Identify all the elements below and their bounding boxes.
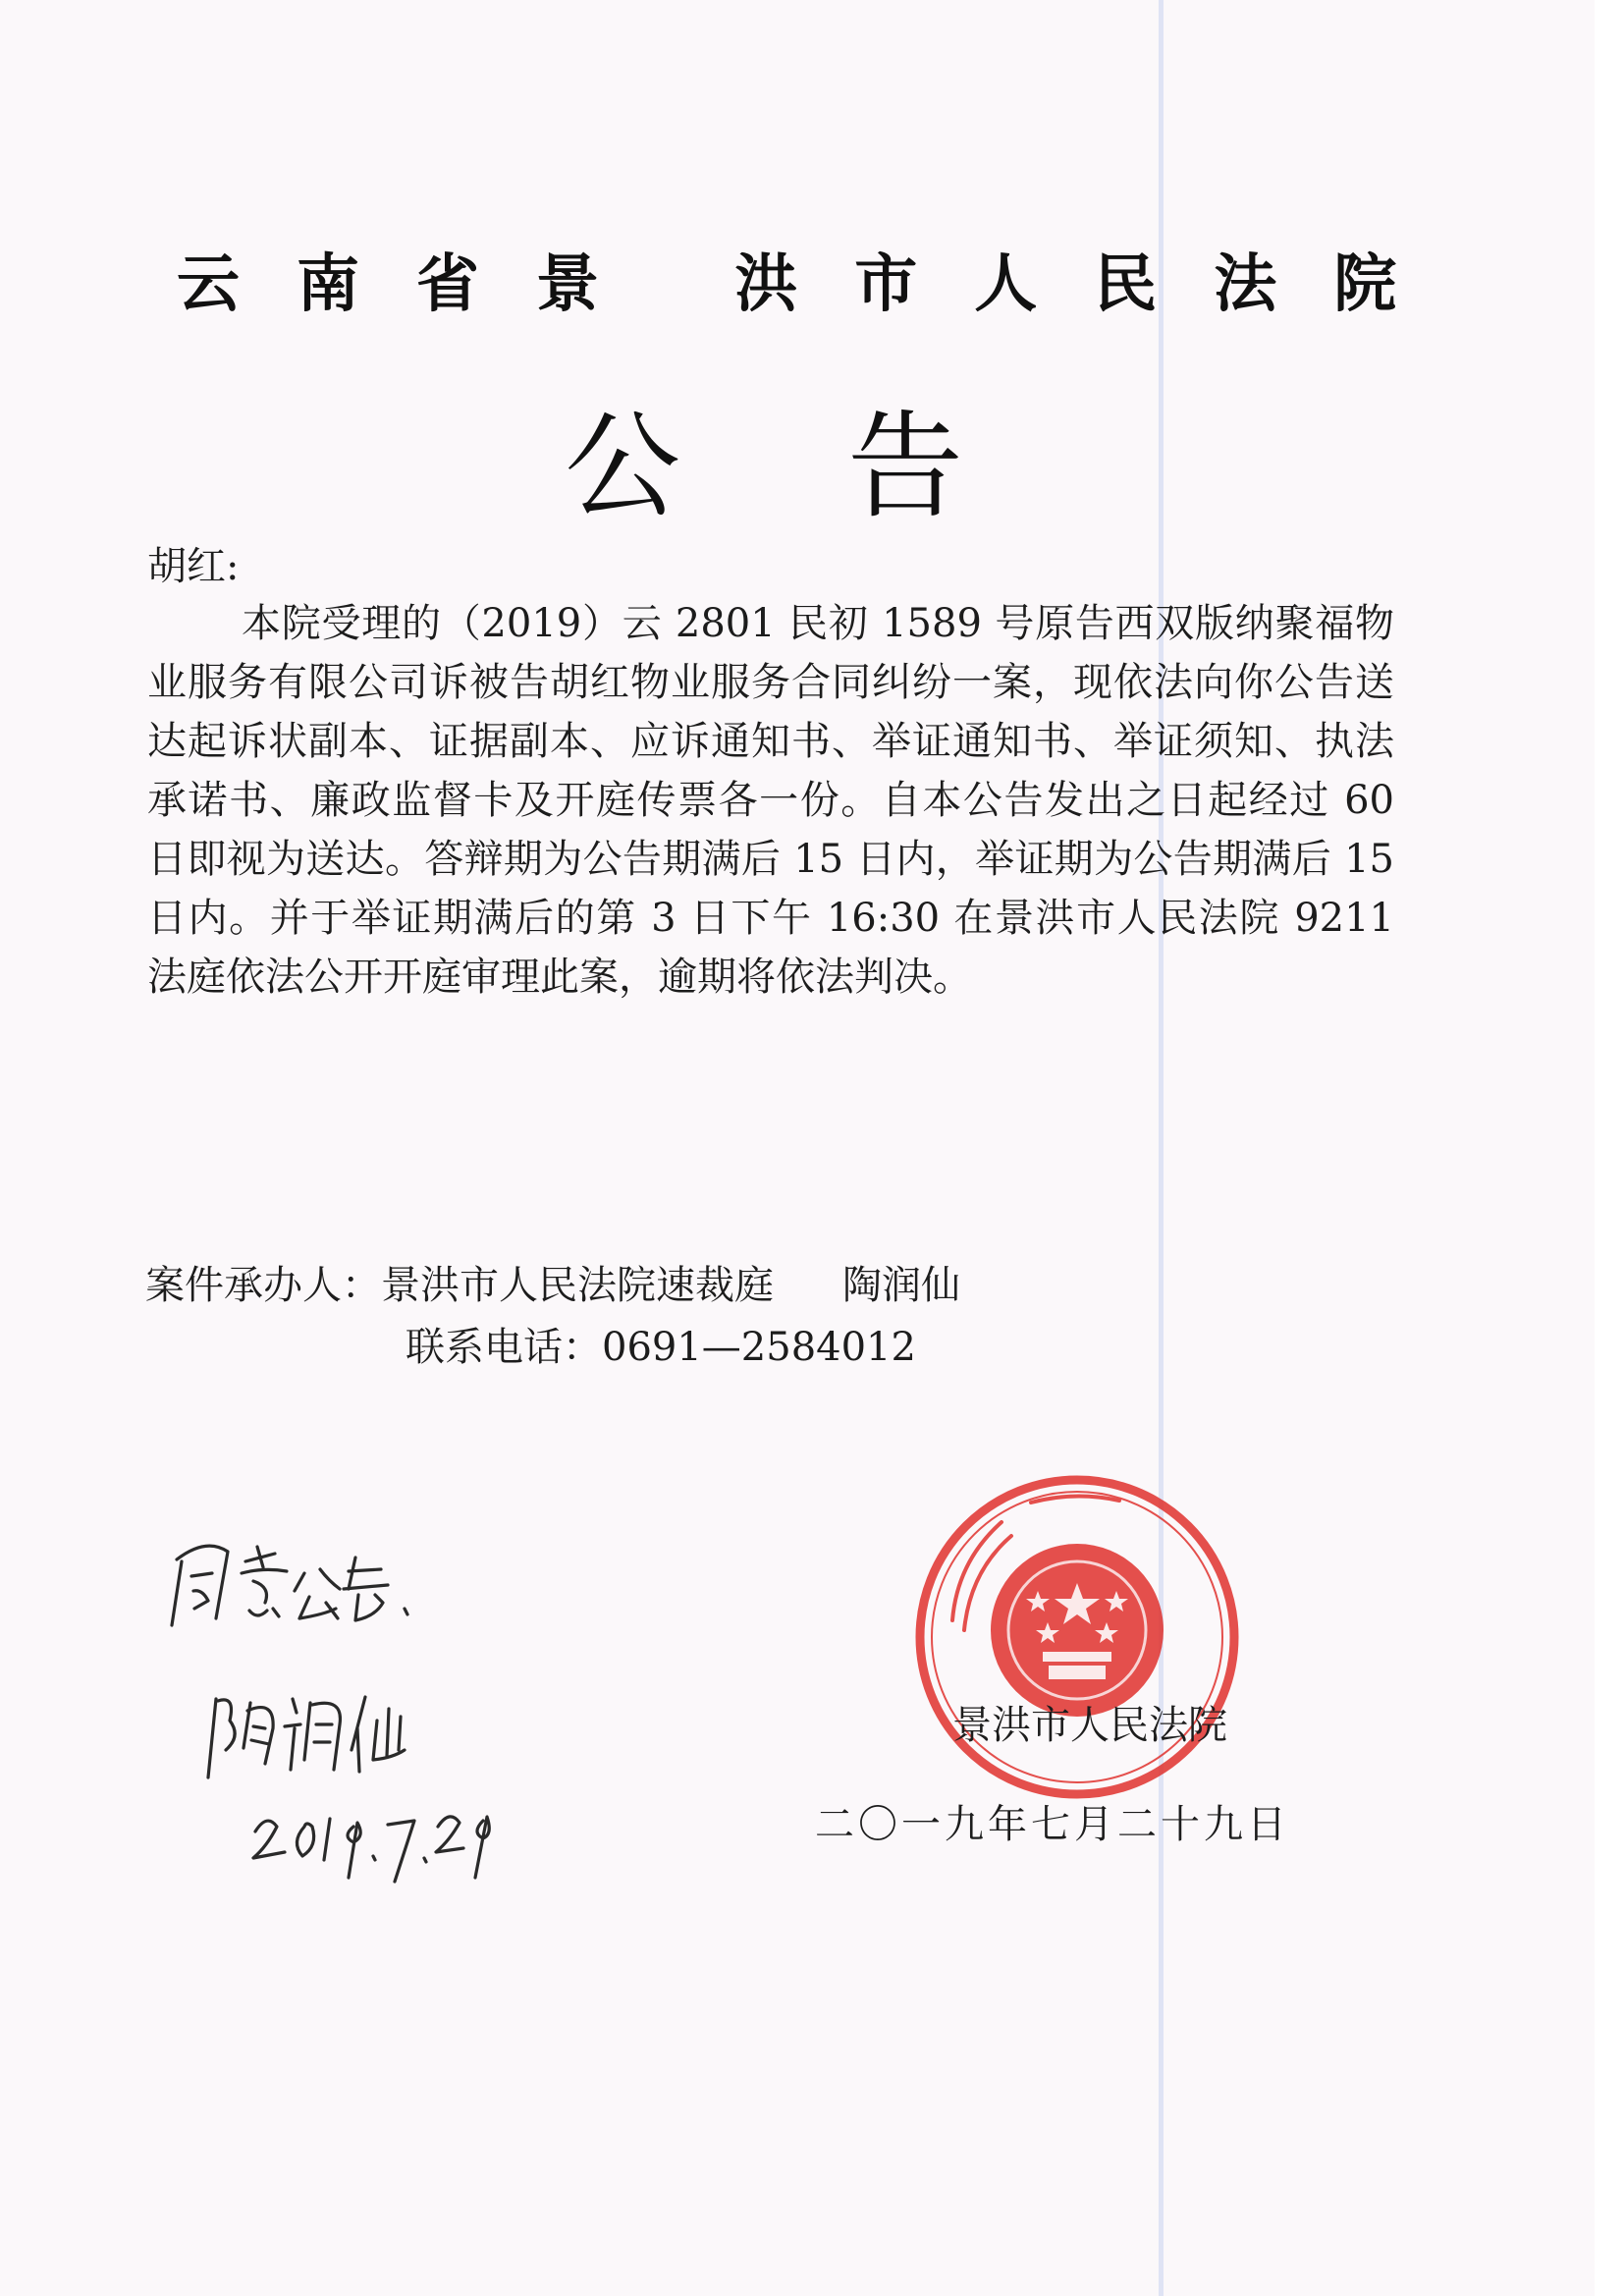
issue-date: 二〇一九年七月二十九日 — [815, 1802, 1290, 1847]
phone-number: 0691—2584012 — [602, 1325, 916, 1370]
scan-artifact-line — [1159, 0, 1164, 2296]
phone-label: 联系电话： — [406, 1325, 602, 1370]
page-edge — [1595, 0, 1624, 2296]
case-handler-line — [145, 1254, 960, 1310]
court-name: 云南省景 洪市人民法院 — [177, 248, 1454, 321]
court-seal — [913, 1473, 1242, 1802]
notice-title: 公告 — [565, 399, 1131, 534]
contact-phone-line — [406, 1316, 916, 1372]
handwritten-signature — [147, 1493, 589, 1886]
handler-name: 陶润仙 — [842, 1263, 960, 1308]
notice-body: 本院受理的（2019）云 2801 民初 1589 号原告西双版纳聚福物业服务有限公司诉被告胡红物业服务合同纠纷一案，现依法向你公告送达起诉状副本、证据副本、应诉通知书、举证通知书、举证须知、执法承诺书、廉政监督卡及开庭传票各一份。自本公告发出之日起经过 60 日即视为送达。答辩期为公告期满后 15 日内，举证期为公告期满后 15 日内。并于举证期满后的第 3 日下午 16:30 在景洪市人民法院 9211 法庭依法公开开庭审理此案，逾期将依法判决。 — [147, 601, 1394, 1000]
addressee: 胡红: — [147, 544, 240, 589]
handler-unit: 景洪市人民法院速裁庭 — [381, 1263, 774, 1308]
issuing-court: 景洪市人民法院 — [952, 1703, 1227, 1748]
handler-label: 案件承办人： — [145, 1263, 381, 1308]
